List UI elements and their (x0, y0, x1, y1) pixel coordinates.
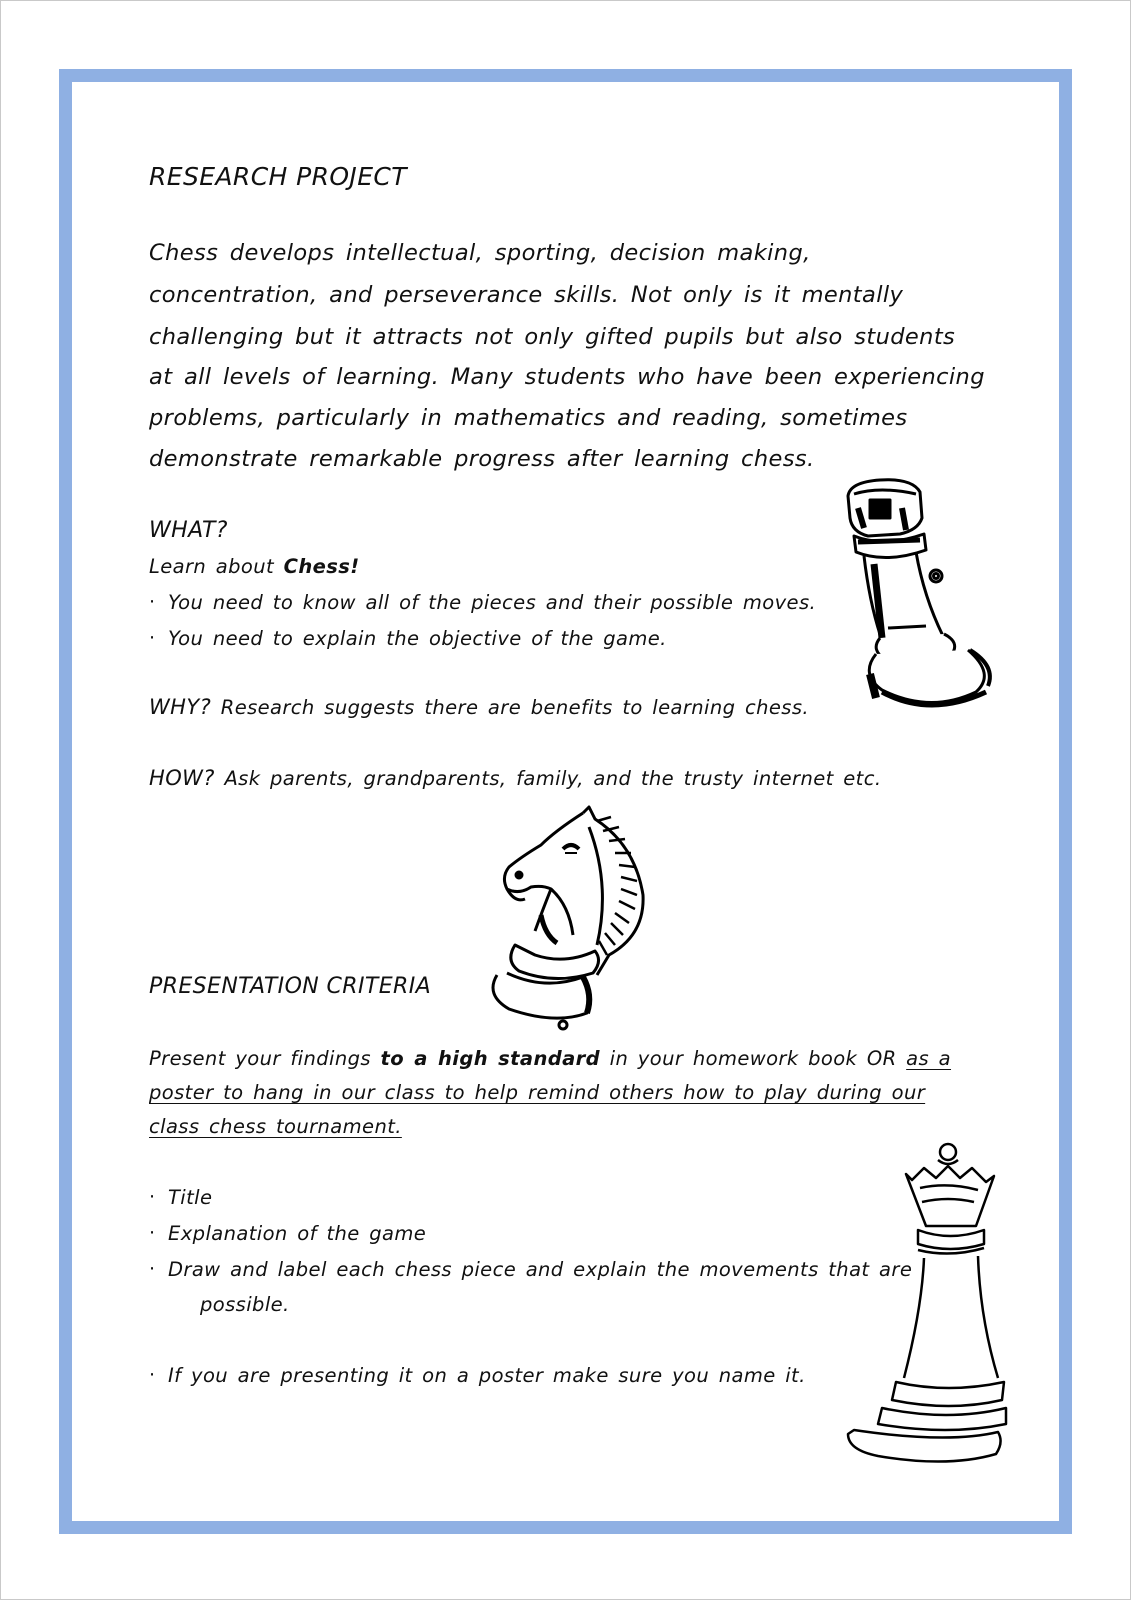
intro-line-2: concentration, and perseverance skills. Not only is it mentally (149, 282, 904, 308)
bullet-dot: · (149, 1222, 156, 1244)
what-bullet-1: You need to know all of the pieces and their possible moves. (168, 591, 817, 614)
intro-line-3: challenging but it attracts not only gifted pupils but also students (149, 324, 956, 350)
bullet-dot: · (149, 1364, 156, 1386)
criteria-bullet-3-continuation: possible. (200, 1293, 290, 1316)
what-heading: WHAT? (149, 518, 228, 543)
criteria-final-bullet: If you are presenting it on a poster make sure you name it. (168, 1364, 806, 1387)
presentation-heading: PRESENTATION CRITERIA (149, 974, 432, 999)
why-label: WHY? (149, 695, 212, 719)
knight-illustration (485, 805, 655, 1035)
criteria-bullet-2: Explanation of the game (168, 1222, 427, 1245)
presentation-line-3: class chess tournament. (149, 1115, 402, 1138)
what-bullet-2: You need to explain the objective of the game. (168, 627, 667, 650)
presentation-text-a: Present your findings (149, 1047, 381, 1070)
learn-about-line (149, 555, 360, 578)
queen-illustration (838, 1138, 1008, 1468)
presentation-bold: to a high standard (380, 1047, 601, 1070)
how-line (149, 766, 881, 790)
bullet-dot: · (149, 627, 156, 649)
bullet-dot: · (149, 1186, 156, 1208)
page-title: RESEARCH PROJECT (149, 162, 407, 191)
presentation-line-1 (149, 1047, 951, 1070)
criteria-bullet-3: Draw and label each chess piece and explain the movements that are (168, 1258, 913, 1281)
how-text: Ask parents, grandparents, family, and the trusty internet etc. (214, 767, 882, 790)
criteria-bullet-1: Title (168, 1186, 213, 1209)
intro-line-1: Chess develops intellectual, sporting, decision making, (149, 240, 811, 266)
learn-prefix: Learn about (149, 555, 284, 578)
intro-line-6: demonstrate remarkable progress after learning chess. (149, 446, 815, 472)
presentation-underlined-1: as a (906, 1047, 952, 1070)
why-line (149, 695, 809, 719)
why-text: Research suggests there are benefits to learning chess. (211, 696, 809, 719)
bullet-dot: · (149, 591, 156, 613)
how-label: HOW? (149, 766, 215, 790)
rook-illustration (840, 478, 1010, 728)
intro-line-5: problems, particularly in mathematics and reading, sometimes (149, 405, 908, 431)
presentation-line-2: poster to hang in our class to help remind others how to play during our (149, 1081, 926, 1104)
presentation-text-b: in your homework book OR (600, 1047, 907, 1070)
bullet-dot: · (149, 1258, 156, 1280)
intro-line-4: at all levels of learning. Many students who have been experiencing (149, 364, 985, 390)
learn-bold: Chess! (283, 555, 360, 578)
